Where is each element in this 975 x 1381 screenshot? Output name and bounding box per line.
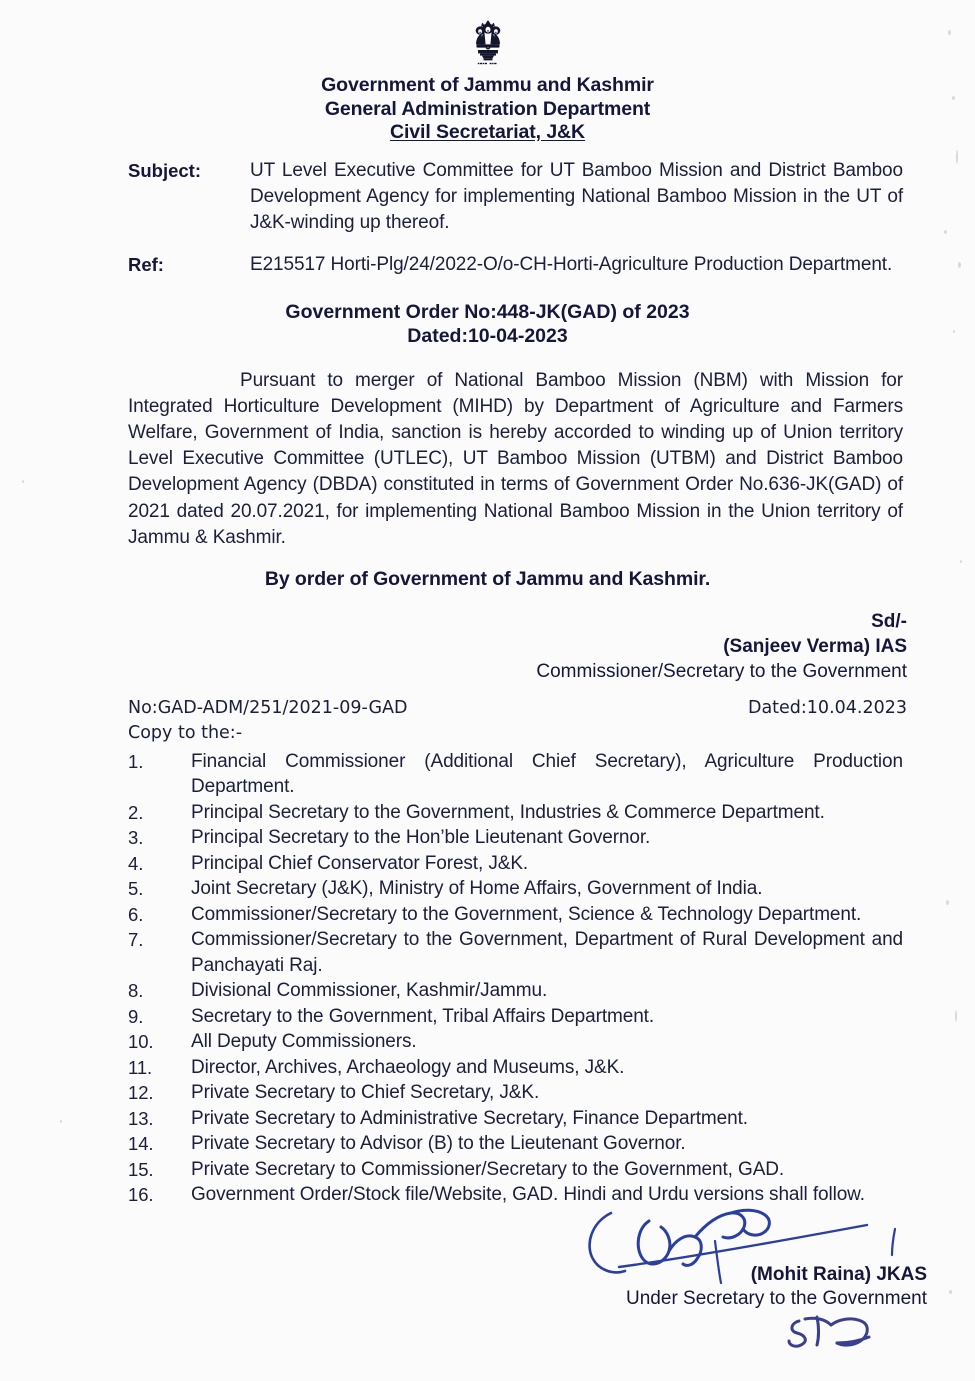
list-item bbox=[128, 902, 903, 928]
list-item-text: Principal Secretary to the Hon’ble Lieutenant Governor. bbox=[191, 827, 651, 849]
list-item-text: Secretary to the Government, Tribal Affairs Department. bbox=[191, 1005, 655, 1027]
list-item-number: 14. bbox=[128, 1133, 154, 1155]
endorsement-number: No:GAD-ADM/251/2021-09-GAD bbox=[128, 697, 408, 718]
handwritten-initials-icon bbox=[781, 1309, 891, 1357]
list-item bbox=[128, 1131, 903, 1157]
list-item bbox=[128, 1055, 903, 1081]
list-item-text: Government Order/Stock file/Website, GAD. Hindi and Urdu versions shall follow. bbox=[191, 1184, 865, 1206]
reference-label: Ref: bbox=[128, 253, 164, 275]
bottom-signature-designation: Under Secretary to the Government bbox=[626, 1288, 927, 1309]
list-item bbox=[128, 1106, 903, 1132]
copy-to-label: Copy to the:- bbox=[128, 722, 243, 743]
list-item-text: Private Secretary to Advisor (B) to the Lieutenant Governor. bbox=[191, 1133, 686, 1155]
list-item bbox=[128, 1157, 903, 1183]
scan-speck bbox=[949, 1290, 952, 1294]
list-item-number: 7. bbox=[128, 929, 144, 951]
list-item-number: 2. bbox=[128, 801, 144, 823]
list-item-number: 1. bbox=[128, 750, 144, 772]
state-emblem-of-india-icon bbox=[465, 16, 511, 70]
reference-row bbox=[0, 252, 975, 278]
subject-text: UT Level Executive Committee for UT Bamboo Mission and District Bamboo Development Agency for implementing National Bamboo Mission in the UT of J&K-winding up thereof. bbox=[250, 159, 903, 233]
list-item-text: Private Secretary to Administrative Secretary, Finance Department. bbox=[191, 1107, 748, 1129]
header-line-2: General Administration Department bbox=[324, 97, 651, 120]
signature-block-bottom bbox=[407, 1263, 927, 1311]
list-item-text: Joint Secretary (J&K), Ministry of Home Affairs, Government of India. bbox=[191, 878, 763, 900]
by-order-line: By order of Government of Jammu and Kashmir. bbox=[264, 567, 711, 590]
list-item bbox=[128, 1004, 903, 1030]
list-item bbox=[128, 1080, 903, 1106]
list-item bbox=[128, 1182, 903, 1208]
list-item-number: 15. bbox=[128, 1158, 154, 1180]
list-item-text: Commissioner/Secretary to the Government, Science & Technology Department. bbox=[191, 903, 862, 925]
list-item-text: Commissioner/Secretary to the Government, Department of Rural Development and Panchayati Raj. bbox=[191, 929, 903, 976]
list-item-text: Principal Secretary to the Government, Industries & Commerce Department. bbox=[191, 801, 825, 823]
list-item bbox=[128, 825, 903, 851]
list-item-number: 4. bbox=[128, 852, 144, 874]
list-item-number: 11. bbox=[128, 1056, 153, 1078]
list-item bbox=[128, 1029, 903, 1055]
signature-name: (Sanjeev Verma) IAS bbox=[723, 635, 907, 657]
list-item-number: 6. bbox=[128, 903, 144, 925]
order-number-block bbox=[0, 300, 975, 348]
body-paragraph: Pursuant to merger of National Bamboo Mission (NBM) with Mission for Integrated Horticulture Development (MIHD) by Department of Agriculture and Farmers Welfare, Government of India, sanction is hereby accorded to winding up of Union territory Level Executive Committee (UTLEC), UT Bamboo Mission (UTBM) and District Bamboo Development Agency (DBDA) constituted in terms of Government Order No.636-JK(GAD) of 2021 dated 20.07.2021, for implementing National Bamboo Mission in the Union territory of Jammu & Kashmir. bbox=[128, 369, 903, 548]
header-line-3 bbox=[0, 121, 975, 145]
list-item-number: 8. bbox=[128, 980, 144, 1002]
list-item-text: Divisional Commissioner, Kashmir/Jammu. bbox=[191, 980, 548, 1002]
emblem-container bbox=[0, 0, 975, 74]
list-item bbox=[128, 800, 903, 826]
list-item bbox=[128, 927, 903, 978]
signature-sd: Sd/- bbox=[871, 610, 907, 632]
header-line-3-text: Civil Secretariat, J&K bbox=[389, 121, 586, 143]
list-item bbox=[128, 978, 903, 1004]
list-item bbox=[128, 851, 903, 877]
list-item-text: Principal Chief Conservator Forest, J&K. bbox=[191, 852, 529, 874]
signature-block-top bbox=[0, 609, 975, 684]
list-item-number: 5. bbox=[128, 878, 144, 900]
list-item-text: Director, Archives, Archaeology and Museums, J&K. bbox=[191, 1056, 625, 1078]
endorsement-row bbox=[0, 698, 975, 718]
list-item bbox=[128, 749, 903, 800]
list-item-text: All Deputy Commissioners. bbox=[191, 1031, 417, 1053]
subject-row bbox=[0, 158, 975, 236]
distribution-list bbox=[0, 749, 975, 1208]
order-number-line: Government Order No:448-JK(GAD) of 2023 bbox=[285, 300, 690, 323]
signature-designation: Commissioner/Secretary to the Government bbox=[536, 660, 907, 682]
header-line-1: Government of Jammu and Kashmir bbox=[321, 74, 654, 96]
list-item-number: 16. bbox=[128, 1184, 154, 1206]
reference-text: E215517 Horti-Plg/24/2022-O/o-CH-Horti-Agriculture Production Department. bbox=[250, 253, 893, 275]
list-item-number: 3. bbox=[128, 827, 144, 849]
list-item bbox=[128, 876, 903, 902]
list-item-number: 13. bbox=[128, 1107, 154, 1129]
subject-label: Subject: bbox=[128, 159, 201, 181]
list-item-number: 9. bbox=[128, 1005, 144, 1027]
list-item-text: Private Secretary to Chief Secretary, J&K. bbox=[191, 1082, 540, 1104]
order-date-line: Dated:10-04-2023 bbox=[407, 324, 568, 347]
list-item-text: Private Secretary to Commissioner/Secretary to the Government, GAD. bbox=[191, 1158, 785, 1180]
list-item-number: 12. bbox=[128, 1082, 154, 1104]
list-item-text: Financial Commissioner (Additional Chief Secretary), Agriculture Production Department. bbox=[191, 750, 903, 798]
scan-speck bbox=[960, 560, 962, 563]
list-item-number: 10. bbox=[128, 1031, 154, 1053]
bottom-signature-name: (Mohit Raina) JKAS bbox=[750, 1264, 927, 1285]
endorsement-dated: Dated:10.04.2023 bbox=[747, 697, 907, 718]
